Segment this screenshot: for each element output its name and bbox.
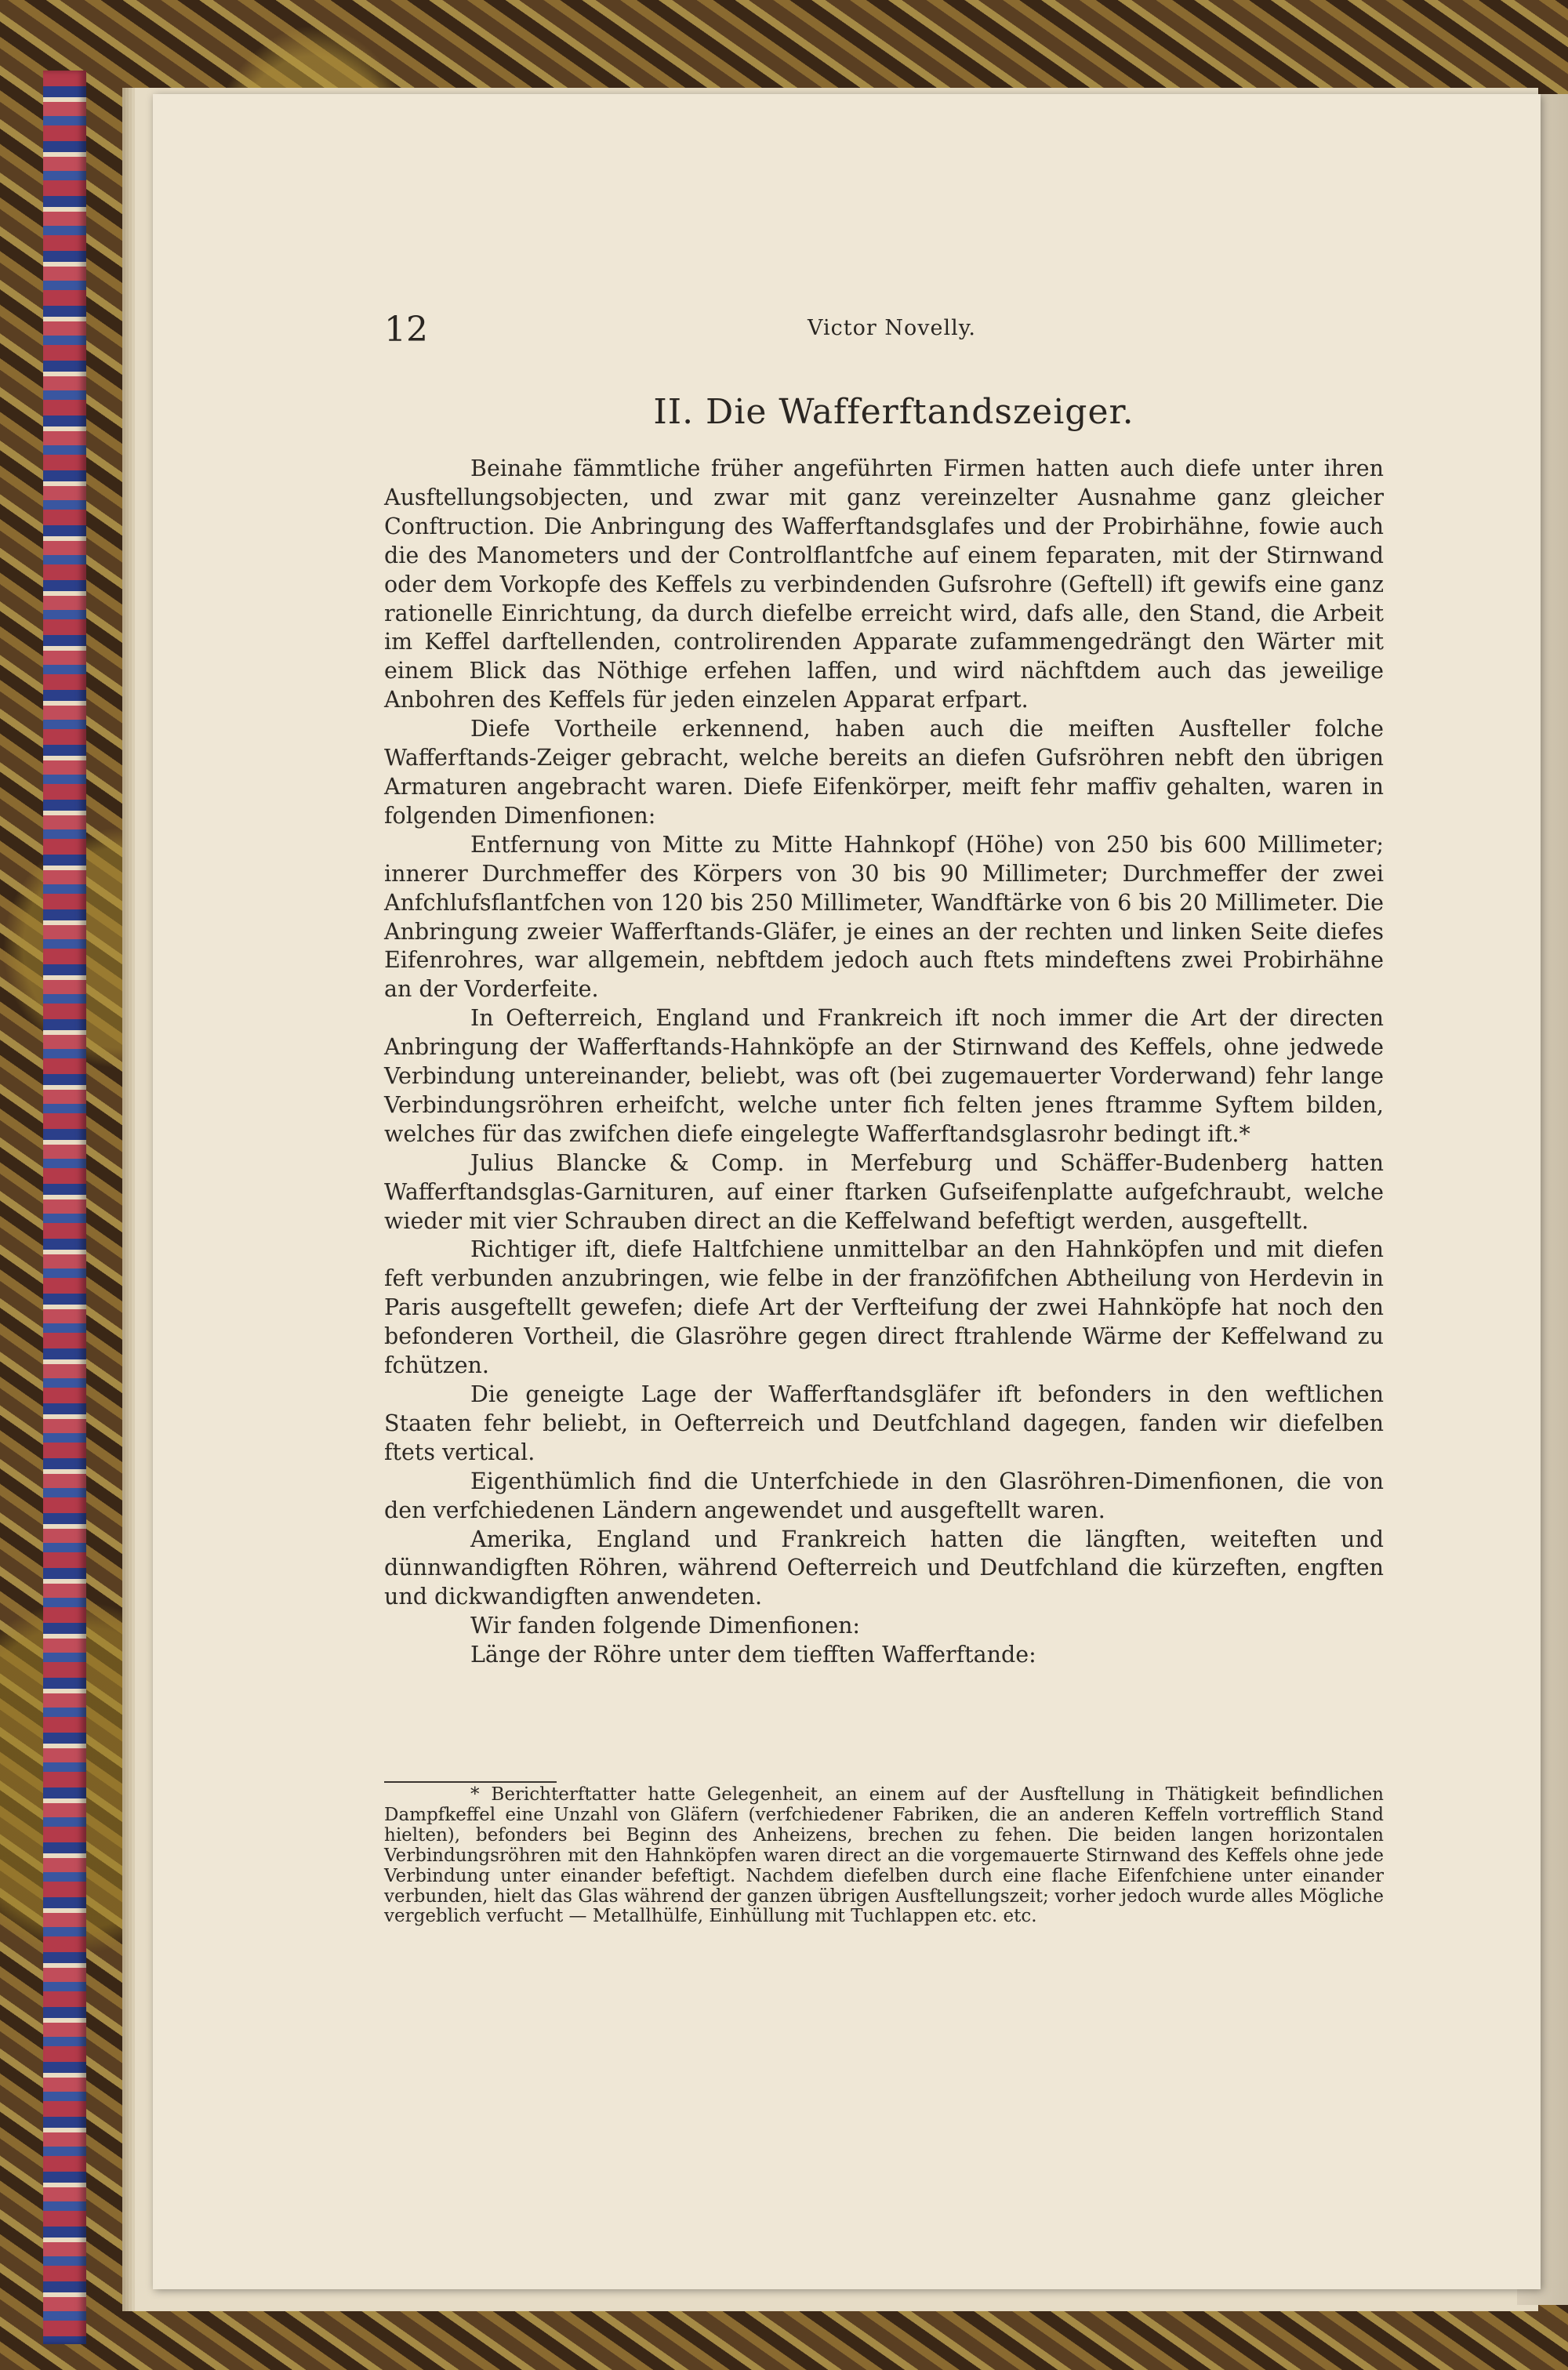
paragraph: Julius Blancke & Comp. in Merfeburg und Schäffer-Budenberg hatten Wafferftandsglas-Garnituren, auf einer ftarken Gufseifenplatte aufgefchraubt, welche wieder mit vier Schrauben direct an die Keffelwand befeftigt werden, ausgeftellt. [384,1149,1384,1234]
paragraph: Beinahe fämmtliche früher angeführten Firmen hatten auch diefe unter ihren Ausftellungsobjecten, und zwar mit ganz vereinzelter Ausnahme ganz gleicher Conftruction. Die Anbringung des Wafferftandsglafes und der Probirhähne, fowie auch die des Manometers und der Controlflantfche auf einem feparaten, mit der Stirnwand oder dem Vorkopfe des Keffels zu verbindenden Gufsrohre (Geftell) ift gewifs eine ganz rationelle Einrichtung, da durch diefelbe erreicht wird, dafs alle, den Stand, die Arbeit im Keffel darftellenden, controlirenden Apparate zufammengedrängt den Wärter mit einem Blick das Nöthige erfehen laffen, und wird nächftdem auch das jeweilige Anbohren des Keffels für jeden einzelen Apparat erfpart. [384,455,1384,713]
body-text [384,455,1384,1670]
paragraph: Länge der Röhre unter dem tiefften Wafferftande: [470,1642,1036,1668]
paragraph: Entfernung von Mitte zu Mitte Hahnkopf (Höhe) von 250 bis 600 Millimeter; innerer Durchmeffer des Körpers von 30 bis 90 Millimeter; Durchmeffer der zwei Anfchlufsflantfchen von 120 bis 250 Millimeter, Wandftärke von 6 bis 20 Millimeter. Die Anbringung zweier Wafferftands-Gläfer, je eines an der rechten und linken Seite diefes Eifenrohres, war allgemein, nebftdem jedoch auch ftets mindeftens zwei Probirhähne an der Vorderfeite. [384,831,1384,1003]
paragraph: Eigenthümlich find die Unterfchiede in den Glasröhren-Dimenfionen, die von den verfchiedenen Ländern angewendet und ausgeftellt waren. [384,1468,1384,1523]
footnote-rule [384,1781,557,1783]
chapter-title: II. Die Wafferftandszeiger. [653,392,1134,432]
footnote [384,1785,1384,1927]
paragraph: Die geneigte Lage der Wafferftandsgläfer ift befonders in den weftlichen Staaten fehr beliebt, in Oefterreich und Deutfchland dagegen, fanden wir diefelben ftets vertical. [384,1381,1384,1465]
running-head: Victor Novelly. [808,316,977,340]
marbled-page-edge [43,71,86,2344]
paragraph: Wir fanden folgende Dimenfionen: [470,1613,861,1639]
paragraph: Amerika, England und Frankreich hatten die längften, weiteften und dünnwandigften Röhren, während Oefterreich und Deutfchland die kürzeften, engften und dickwandigften anwendeten. [384,1526,1384,1610]
paragraph: Richtiger ift, diefe Haltfchiene unmittelbar an den Hahnköpfen und mit diefen feft verbunden anzubringen, wie felbe in der franzöfifchen Abtheilung von Herdevin in Paris ausgeftellt gewefen; diefe Art der Verfteifung der zwei Hahnköpfe hat noch den befonderen Vortheil, die Glasröhre gegen direct ftrahlende Wärme der Keffelwand zu fchützen. [384,1236,1384,1379]
paragraph: In Oefterreich, England und Frankreich ift noch immer die Art der directen Anbringung der Wafferftands-Hahnköpfe an der Stirnwand des Keffels, ohne jedwede Verbindung untereinander, beliebt, was oft (bei zugemauerter Vorderwand) fehr lange Verbindungsröhren erheifcht, welche unter fich felten jenes ftramme Syftem bilden, welches für das zwifchen diefe eingelegte Wafferftandsglasrohr bedingt ift.* [384,1005,1384,1147]
page-header [384,310,1403,357]
page-number: 12 [384,310,428,350]
footnote-text: * Berichterftatter hatte Gelegenheit, an einem auf der Ausftellung in Thätigkeit befindlichen Dampfkeffel eine Unzahl von Gläfern (verfchiedener Fabriken, die an anderen Keffeln vortrefflich Stand hielten), befonders bei Beginn des Anheizens, brechen zu fehen. Die beiden langen horizontalen Verbindungsröhren mit den Hahnköpfen waren direct an die vorgemauerte Stirnwand des Keffels ohne jede Verbindung unter einander befeftigt. Nachdem diefelben durch eine flache Eifenfchiene unter einander verbunden, hielt das Glas während der ganzen übrigen Ausftellungszeit; vorher jedoch wurde alles Mögliche vergeblich verfucht — Metallhülfe, Einhüllung mit Tuchlappen etc. etc. [384,1784,1384,1927]
paragraph: Diefe Vortheile erkennend, haben auch die meiften Ausfteller folche Wafferftands-Zeiger gebracht, welche bereits an diefen Gufsröhren nebft den übrigen Armaturen angebracht waren. Diefe Eifenkörper, meift fehr maffiv gehalten, waren in folgenden Dimenfionen: [384,716,1384,829]
